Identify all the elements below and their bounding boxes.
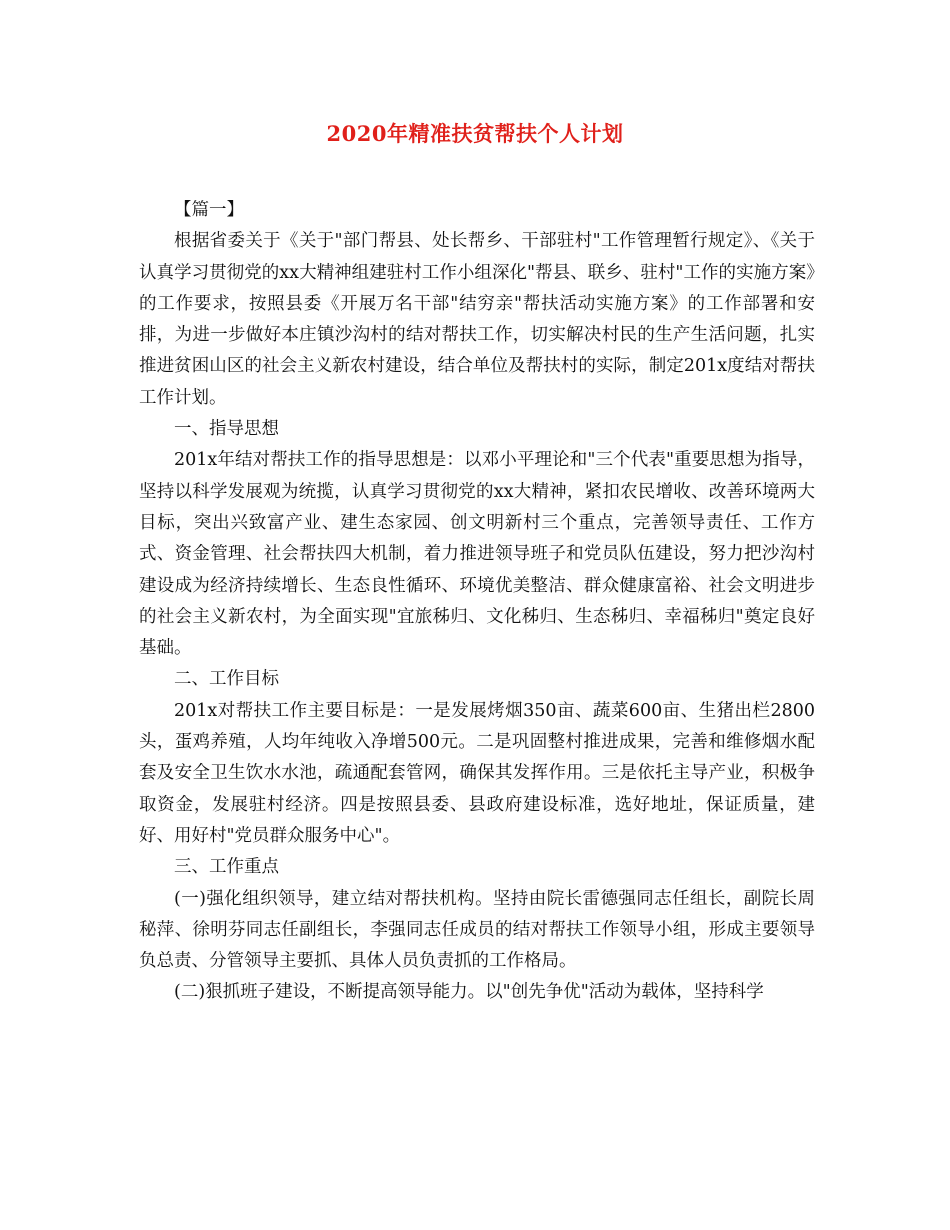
heading-work-focus: 三、工作重点	[174, 857, 279, 878]
heading-work-goals: 二、工作目标	[174, 669, 279, 690]
document-body	[139, 195, 815, 1009]
document-title: 2020年精准扶贫帮扶个人计划	[326, 121, 624, 146]
work-goals-paragraph: 201x对帮扶工作主要目标是：一是发展烤烟350亩、蔬菜600亩、生猪出栏2800头，蛋鸡养殖，人均年纯收入净增500元。二是巩固整村推进成果，完善和维修烟水配套及安全卫生饮水水池，疏通配套管网，确保其发挥作用。三是依托主导产业，积极争取资金，发展驻村经济。四是按照县委、县政府建设标准，选好地址，保证质量，建好、用好村"党员群众服务中心"。	[139, 700, 815, 846]
focus-item-2-paragraph: (二)狠抓班子建设，不断提高领导能力。以"创先争优"活动为载体，坚持科学	[174, 982, 764, 1003]
focus-item-1-paragraph: (一)强化组织领导，建立结对帮扶机构。坚持由院长雷德强同志任组长，副院长周秘萍、徐明芬同志任副组长，李强同志任成员的结对帮扶工作领导小组，形成主要领导负总责、分管领导主要抓、具体人员负责抓的工作格局。	[139, 888, 815, 972]
guiding-thought-paragraph: 201x年结对帮扶工作的指导思想是：以邓小平理论和"三个代表"重要思想为指导，坚持以科学发展观为统揽，认真学习贯彻党的xx大精神，紧扣农民增收、改善环境两大目标，突出兴致富产业、建生态家园、创文明新村三个重点，完善领导责任、工作方式、资金管理、社会帮扶四大机制，着力推进领导班子和党员队伍建设，努力把沙沟村建设成为经济持续增长、生态良性循环、环境优美整洁、群众健康富裕、社会文明进步的社会主义新农村，为全面实现"宜旅秭归、文化秭归、生态秭归、幸福秭归"奠定良好基础。	[139, 450, 815, 659]
intro-paragraph: 根据省委关于《关于"部门帮县、处长帮乡、干部驻村"工作管理暂行规定》、《关于认真学习贯彻党的xx大精神组建驻村工作小组深化"帮县、联乡、驻村"工作的实施方案》的工作要求，按照县委《开展万名干部"结穷亲"帮扶活动实施方案》的工作部署和安排，为进一步做好本庄镇沙沟村的结对帮扶工作，切实解决村民的生产生活问题，扎实推进贫困山区的社会主义新农村建设，结合单位及帮扶村的实际，制定201x度结对帮扶工作计划。	[139, 231, 815, 408]
section-label-part-one: 【篇一】	[174, 200, 244, 220]
heading-guiding-thought: 一、指导思想	[174, 419, 279, 440]
